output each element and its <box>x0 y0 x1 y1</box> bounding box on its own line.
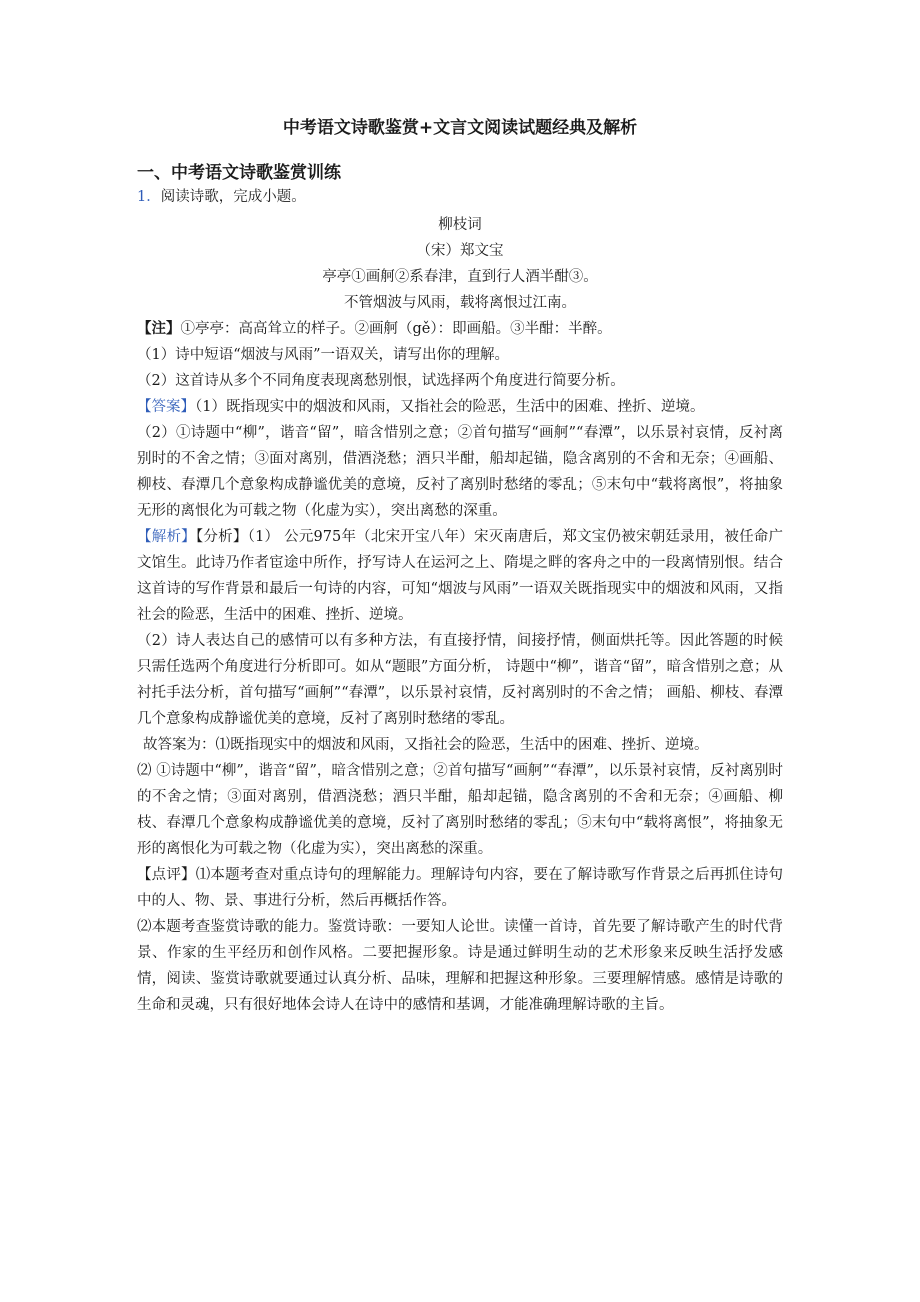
question-text: 阅读诗歌，完成小题。 <box>160 189 306 205</box>
poem-line-2: 不管烟波与风雨，载将离恨过江南。 <box>344 295 576 311</box>
answer-label: 【答案】 <box>137 399 195 415</box>
sub-question-1: （1）诗中短语“烟波与风雨”一语双关，请写出你的理解。 <box>137 347 510 363</box>
document-title: 中考语文诗歌鉴赏+文言文阅读试题经典及解析 <box>282 118 638 138</box>
poem-author: （宋）郑文宝 <box>416 243 504 259</box>
answer-paragraph-2: （2）①诗题中“柳”，谐音“留”，暗含惜别之意；②首句描写“画舸”“春潭”，以乐景衬哀情，反衬离别时的不舍之情；③面对离别，借酒浇愁；酒只半酣，船却起锚，隐含离别的不舍和无奈；④画船、柳枝、春潭几个意象构成静谧优美的意境，反衬了离别时愁绪的零乱；⑤末句中“载将离恨”，将抽象无形的离恨化为可载之物（化虚为实），突出离愁的深重。 <box>137 425 783 519</box>
poem-line-1: 亭亭①画舸②系春津，直到行人酒半酣③。 <box>322 269 598 285</box>
answer-text-1: （1）既指现实中的烟波和风雨，又指社会的险恶，生活中的困难、挫折、逆境。 <box>195 399 705 415</box>
document-body <box>137 184 783 1018</box>
question-prompt <box>137 184 783 210</box>
answer-paragraph-1 <box>137 394 783 420</box>
note-text: ①亭亭：高高耸立的样子。②画舸（gě）：即画船。③半酣：半醉。 <box>180 321 612 337</box>
analysis-sub-label: 【分析】 <box>195 529 248 545</box>
analysis-paragraph-3: 故答案为：⑴既指现实中的烟波和风雨，又指社会的险恶，生活中的困难、挫折、逆境。 <box>143 737 709 753</box>
analysis-paragraph-4: ⑵ ①诗题中“柳”，谐音“留”，暗含惜别之意；②首句描写“画舸”“春潭”，以乐景衬哀情，反衬离别时的不舍之情；③面对离别，借酒浇愁；酒只半酣，船却起锚，隐含离别的不舍和无奈；④画船、柳枝、春潭几个意象构成静谧优美的意境，反衬了离别时愁绪的零乱；⑤末句中“载将离恨”，将抽象无形的离恨化为可载之物（化虚为实），突出离愁的深重。 <box>137 763 783 857</box>
note-label: 【注】 <box>137 320 181 337</box>
analysis-paragraph-1 <box>137 524 783 628</box>
question-number: 1． <box>137 189 161 205</box>
analysis-label: 【解析】 <box>137 529 196 545</box>
poem-note <box>137 316 783 342</box>
comment-text-1: ⑴本题考查对重点诗句的理解能力。理解诗句内容，要在了解诗歌写作背景之后再抓住诗句中的人、物、景、事进行分析，然后再概括作答。 <box>137 867 784 909</box>
analysis-paragraph-2: （2）诗人表达自己的感情可以有多种方法，有直接抒情，间接抒情，侧面烘托等。因此答题的时候只需任选两个角度进行分析即可。如从“题眼”方面分析， 诗题中“柳”，谐音“留”，暗含惜别之意；从衬托手法分析，首句描写“画舸”“春潭”，以乐景衬哀情，反衬离别时的不舍之情； 画船、柳枝、春潭几个意象构成静谧优美的意境，反衬了离别时愁绪的零乱。 <box>137 633 783 727</box>
sub-question-2: （2）这首诗从多个不同角度表现离愁别恨，试选择两个角度进行简要分析。 <box>137 373 625 389</box>
comment-label: 【点评】 <box>137 867 196 883</box>
comment-paragraph-1 <box>137 862 783 914</box>
analysis-text-1: （1） 公元975年（北宋开宝八年）宋灭南唐后，郑文宝仍被宋朝廷录用，被任命广文馆生。此诗乃作者宦途中所作，抒写诗人在运河之上、隋堤之畔的客舟之中的一段离情别恨。结合这首诗的写作背景和最后一句诗的内容，可知“烟波与风雨”一语双关既指现实中的烟波和风雨，又指社会的险恶，生活中的困难、挫折、逆境。 <box>137 529 784 623</box>
poem-title: 柳枝词 <box>438 217 482 233</box>
section-heading: 一、中考语文诗歌鉴赏训练 <box>137 163 341 183</box>
comment-paragraph-2: ⑵本题考查鉴赏诗歌的能力。鉴赏诗歌：一要知人论世。读懂一首诗，首先要了解诗歌产生的时代背景、作家的生平经历和创作风格。二要把握形象。诗是通过鲜明生动的艺术形象来反映生活抒发感情，阅读、鉴赏诗歌就要通过认真分析、品味，理解和把握这种形象。三要理解情感。感情是诗歌的生命和灵魂，只有很好地体会诗人在诗中的感情和基调，才能准确理解诗歌的主旨。 <box>137 919 783 1013</box>
